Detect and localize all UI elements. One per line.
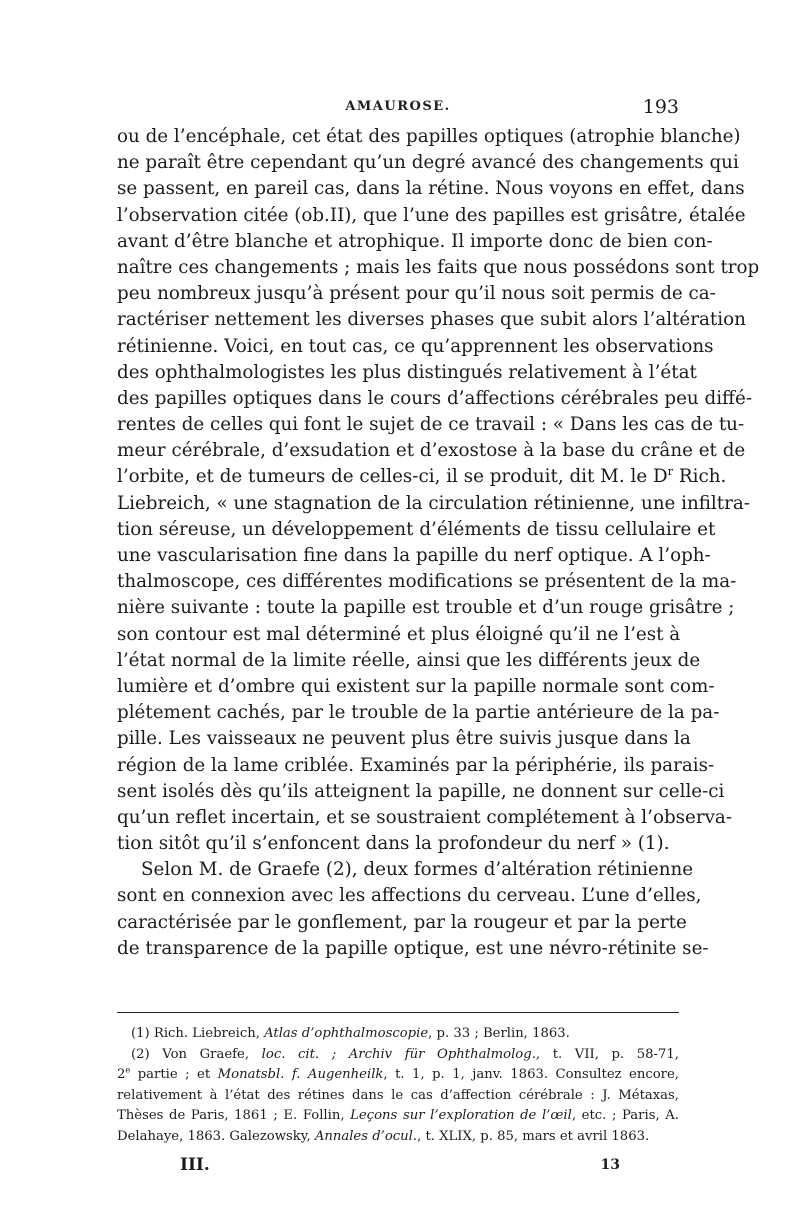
footnotes: [117, 1024, 679, 1147]
footnote-number: (2): [131, 1046, 150, 1062]
text-line: lumière et d’ombre qui existent sur la papille normale sont com-: [117, 675, 715, 697]
footnote-text: Thèses de Paris, 1861 ; E. Follin,: [117, 1108, 351, 1123]
text-line: sent isolés dès qu’ils atteignent la papille, ne donnent sur celle-ci: [117, 780, 725, 802]
footnote-text: , p. 33 ; Berlin, 1863.: [428, 1026, 570, 1041]
footnote-number: (1): [131, 1026, 150, 1041]
text-line: peu nombreux jusqu’à présent pour qu’il nous soit permis de ca-: [117, 283, 716, 305]
footnote-text: , t. XLIX, p. 85, mars et avril 1863.: [417, 1128, 650, 1144]
signature-line: [180, 1155, 620, 1179]
text-line: avant d’être blanche et atrophique. Il importe donc de bien con-: [117, 230, 713, 252]
text-line: l’observation citée (ob.II), que l’une des papilles est grisâtre, étalée: [117, 204, 746, 226]
volume-signature: III.: [180, 1155, 210, 1175]
footnote-title: loc. cit. ; Archiv für Ophthalmolog.: [261, 1046, 536, 1062]
text-line: pille. Les vaisseaux ne peuvent plus être suivis jusque dans la: [117, 728, 691, 750]
footnote-title: Annales d’ocul.: [314, 1128, 418, 1144]
text-line: caractérisée par le gonflement, par la rougeur et par la perte: [117, 911, 687, 933]
superscript: e: [125, 1064, 131, 1075]
text-line: de transparence de la papille optique, est une névro-rétinite se-: [117, 937, 709, 959]
footnote-text: , etc. ; Paris, A.: [571, 1108, 679, 1123]
text-line: plétement cachés, par le trouble de la partie antérieure de la pa-: [117, 702, 720, 724]
text-line: ou de l’encéphale, cet état des papilles optiques (atrophie blanche): [117, 126, 741, 147]
footnote-1: [117, 1024, 679, 1045]
sheet-signature: 13: [600, 1157, 620, 1173]
text-line: une vascularisation fine dans la papille du nerf optique. A l’oph-: [117, 545, 711, 566]
footnote-text: , t. 1, p. 1, janv. 1863. Consultez encore,: [383, 1067, 679, 1082]
text-line: l’orbite, et de tumeurs de celles-ci, il se produit, dit M. le D: [117, 466, 668, 488]
text-line: sont en connexion avec les affections du cerveau. L’une d’elles,: [117, 885, 702, 907]
text-line: tion séreuse, un développement d’éléments de tissu cellulaire et: [117, 518, 716, 540]
text-line: meur cérébrale, d’exsudation et d’exostose à la base du crâne et de: [117, 440, 746, 462]
text-line: naître ces changements ; mais les faits que nous possédons sont trop: [117, 256, 760, 278]
footnote-2-line: relativement à l’état des rétines dans le cas d’affection cérébrale : J. Métaxas,: [117, 1087, 679, 1103]
text-line: nière suivante : toute la papille est trouble et d’un rouge grisâtre ;: [117, 597, 735, 619]
footnote-text: partie ; et: [130, 1067, 218, 1082]
text-line: son contour est mal déterminé et plus éloigné qu’il ne l’est à: [117, 623, 681, 645]
footnote-title: Leçons sur l’exploration de l’œil: [350, 1108, 572, 1123]
footnote-text: Delahaye, 1863. Galezowsky,: [117, 1128, 315, 1144]
body-text: [117, 124, 760, 962]
footnote-2-line: [117, 1106, 679, 1127]
footnote-text: , t. VII, p. 58-71,: [535, 1046, 679, 1062]
footnote-2-line: [117, 1127, 679, 1148]
running-title: AMAUROSE.: [345, 99, 451, 114]
text-line: ne paraît être cependant qu’un degré avancé des changements qui: [117, 152, 739, 174]
footnote-divider: [117, 1012, 679, 1013]
text-line: se passent, en pareil cas, dans la rétine. Nous voyons en effet, dans: [117, 178, 745, 200]
text-line: Selon M. de Graefe (2), deux formes d’altération rétinienne: [141, 859, 694, 881]
text-line: ractériser nettement les diverses phases que subit alors l’altération: [117, 309, 746, 331]
footnote-author: Rich. Liebreich,: [153, 1026, 260, 1041]
footnote-2-line: [117, 1065, 679, 1086]
text-line: rétinienne. Voici, en tout cas, ce qu’apprennent les observations: [117, 335, 714, 357]
text-line: des papilles optiques dans le cours d’affections cérébrales peu diffé-: [117, 387, 753, 409]
text-line: qu’un reflet incertain, et se soustraient complétement à l’observa-: [117, 806, 733, 828]
footnote-author: Von Graefe,: [162, 1046, 250, 1062]
text-line: des ophthalmologistes les plus distingués relativement à l’état: [117, 361, 697, 383]
footnote-text: 2: [117, 1067, 126, 1082]
text-line: tion sitôt qu’il s’enfoncent dans la profondeur du nerf » (1).: [117, 833, 670, 855]
page-header: [117, 96, 679, 120]
text-line-doctor: [117, 464, 727, 490]
page-number: 193: [642, 96, 679, 118]
footnote-2: [117, 1045, 679, 1066]
footnote-title: Monatsbl. f. Augenheilk: [217, 1067, 384, 1082]
text-line: région de la lame criblée. Examinés par la périphérie, ils parais-: [117, 754, 715, 776]
text-line: rentes de celles qui font le sujet de ce travail : « Dans les cas de tu-: [117, 414, 745, 436]
doctor-name: Rich.: [673, 466, 727, 488]
text-line: l’état normal de la limite réelle, ainsi que les différents jeux de: [117, 649, 701, 671]
text-line: thalmoscope, ces différentes modifications se présentent de la ma-: [117, 571, 737, 593]
text-line: Liebreich, « une stagnation de la circulation rétinienne, une infiltra-: [117, 492, 750, 514]
superscript: r: [667, 464, 674, 479]
footnote-title: Atlas d’ophthalmoscopie: [264, 1026, 429, 1041]
